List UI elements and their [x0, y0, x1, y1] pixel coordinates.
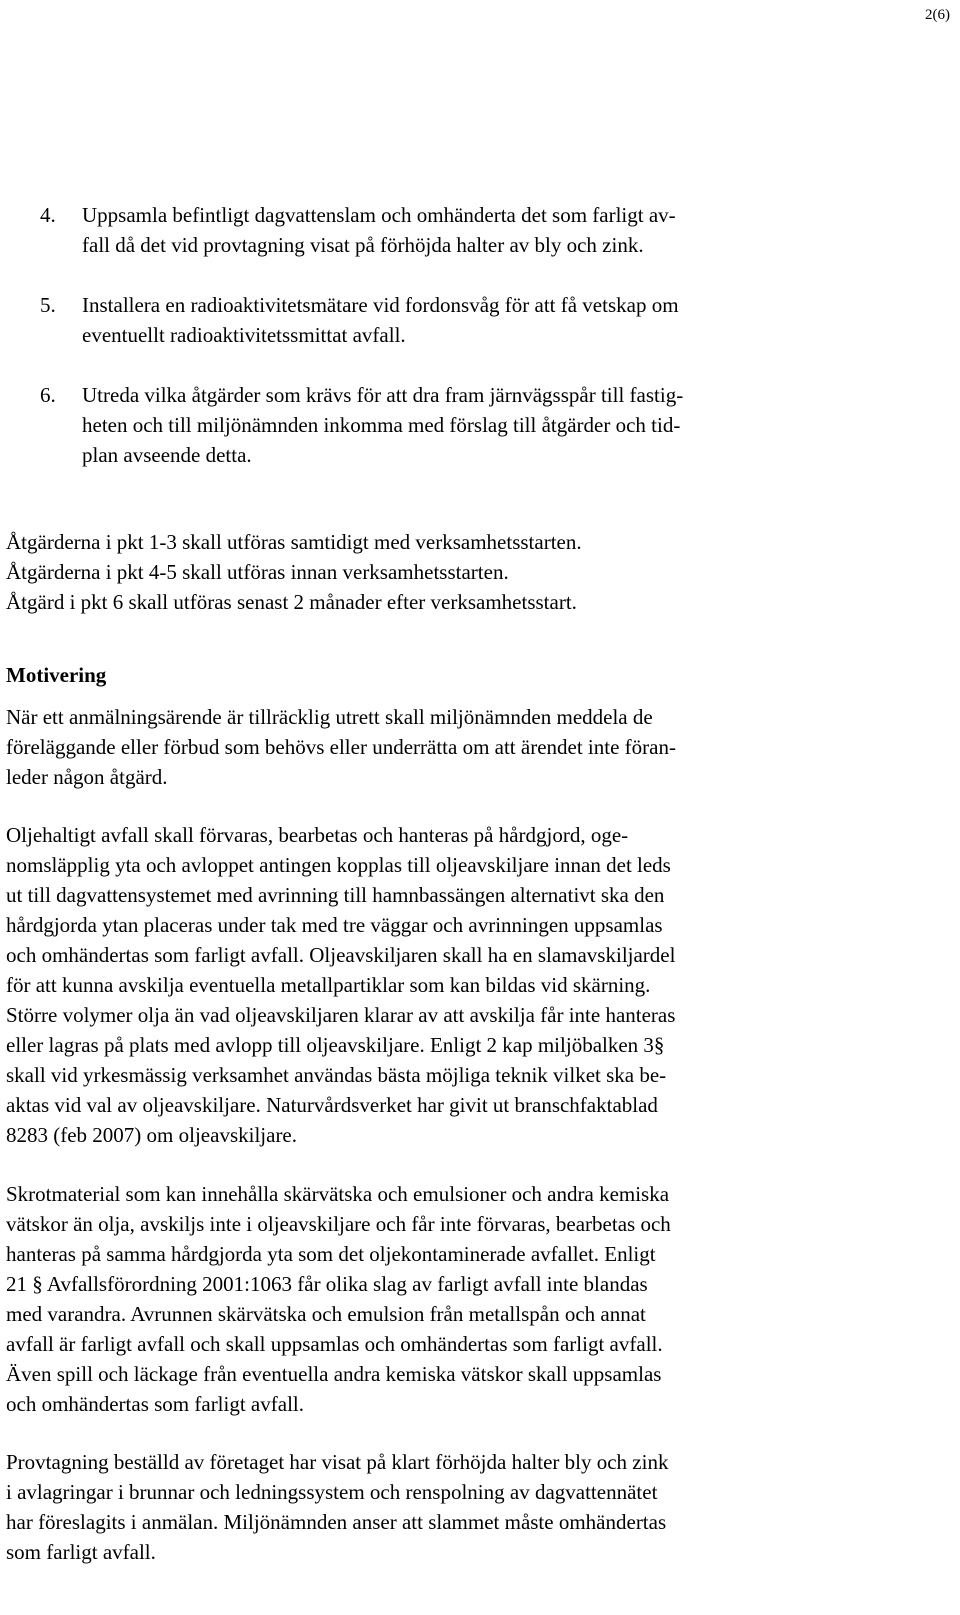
paragraph — [6, 1179, 836, 1419]
paragraph-line: avfall är farligt avfall och skall uppsamlas och omhändertas som farligt avfall. — [6, 1332, 663, 1356]
list-item-line: Utreda vilka åtgärder som krävs för att dra fram järnvägsspår till fastig- — [82, 383, 684, 407]
list-item-number: 5. — [40, 293, 56, 317]
paragraph-line: som farligt avfall. — [6, 1540, 156, 1564]
paragraph-line: Provtagning beställd av företaget har visat på klart förhöjda halter bly och zink — [6, 1450, 669, 1474]
paragraph-line: för att kunna avskilja eventuella metallpartiklar som kan bildas vid skärning. — [6, 973, 651, 997]
paragraph-line: När ett anmälningsärende är tillräcklig utrett skall miljönämnden meddela de — [6, 705, 653, 729]
paragraph-line: vätskor än olja, avskiljs inte i oljeavskiljare och får inte förvaras, bearbetas och — [6, 1212, 671, 1236]
paragraph-line: Även spill och läckage från eventuella andra kemiska vätskor skall uppsamlas — [6, 1362, 662, 1386]
paragraph-line: med varandra. Avrunnen skärvätska och emulsion från metallspån och annat — [6, 1302, 646, 1326]
paragraph-line: nomsläpplig yta och avloppet antingen kopplas till oljeavskiljare innan det leds — [6, 853, 671, 877]
paragraph-line: har föreslagits i anmälan. Miljönämnden anser att slammet måste omhändertas — [6, 1510, 667, 1534]
paragraph-line: 21 § Avfallsförordning 2001:1063 får olika slag av farligt avfall inte blandas — [6, 1272, 648, 1296]
paragraph-line: föreläggande eller förbud som behövs eller underrätta om att ärendet inte föran- — [6, 735, 676, 759]
requirements-list — [40, 200, 840, 500]
paragraph-line: eller lagras på plats med avlopp till oljeavskiljare. Enligt 2 kap miljöbalken 3§ — [6, 1033, 665, 1057]
paragraph-line: och omhändertas som farligt avfall. Oljeavskiljaren skall ha en slamavskiljardel — [6, 943, 676, 967]
paragraph-line: 8283 (feb 2007) om oljeavskiljare. — [6, 1123, 298, 1147]
paragraph-line: Oljehaltigt avfall skall förvaras, bearbetas och hanteras på hårdgjord, oge- — [6, 823, 629, 847]
paragraph-line: Större volymer olja än vad oljeavskiljaren klarar av att avskilja får inte hanteras — [6, 1003, 676, 1027]
paragraph-line: i avlagringar i brunnar och ledningssystem och renspolning av dagvattennätet — [6, 1480, 658, 1504]
paragraph-line: och omhändertas som farligt avfall. — [6, 1392, 304, 1416]
list-item-line: Installera en radioaktivitetsmätare vid fordonsvåg för att få vetskap om — [82, 293, 679, 317]
list-item-line: eventuellt radioaktivitetssmittat avfall. — [82, 323, 406, 347]
list-item-line: fall då det vid provtagning visat på förhöjda halter av bly och zink. — [82, 233, 644, 257]
paragraph — [6, 820, 836, 1150]
paragraph-line: aktas vid val av oljeavskiljare. Naturvårdsverket har givit ut branschfaktablad — [6, 1093, 658, 1117]
paragraph-line: Skrotmaterial som kan innehålla skärvätska och emulsioner och andra kemiska — [6, 1182, 670, 1206]
paragraph-line: hanteras på samma hårdgjorda yta som det oljekontaminerade avfallet. Enligt — [6, 1242, 656, 1266]
paragraph-line: skall vid yrkesmässig verksamhet användas bästa möjliga teknik vilket ska be- — [6, 1063, 667, 1087]
paragraph — [6, 1447, 836, 1567]
list-item-number: 4. — [40, 203, 56, 227]
list-item-line: Uppsamla befintligt dagvattenslam och omhänderta det som farligt av- — [82, 203, 676, 227]
paragraph-line: hårdgjorda ytan placeras under tak med tre väggar och avrinningen uppsamlas — [6, 913, 663, 937]
list-item — [40, 200, 840, 260]
paragraph-line: ut till dagvattensystemet med avrinning till hamnbassängen alternativt ska den — [6, 883, 665, 907]
schedule-block — [6, 527, 836, 617]
list-item — [40, 380, 840, 470]
schedule-line: Åtgärd i pkt 6 skall utföras senast 2 månader efter verksamhetsstart. — [6, 590, 577, 614]
page-number: 2(6) — [925, 7, 950, 23]
paragraph — [6, 702, 836, 792]
paragraph-line: leder någon åtgärd. — [6, 765, 168, 789]
schedule-line: Åtgärderna i pkt 4-5 skall utföras innan verksamhetsstarten. — [6, 560, 509, 584]
list-item-line: heten och till miljönämnden inkomma med förslag till åtgärder och tid- — [82, 413, 681, 437]
list-item-number: 6. — [40, 383, 56, 407]
section-heading: Motivering — [6, 663, 107, 687]
schedule-line: Åtgärderna i pkt 1-3 skall utföras samtidigt med verksamhetsstarten. — [6, 530, 582, 554]
list-item-line: plan avseende detta. — [82, 443, 252, 467]
list-item — [40, 290, 840, 350]
